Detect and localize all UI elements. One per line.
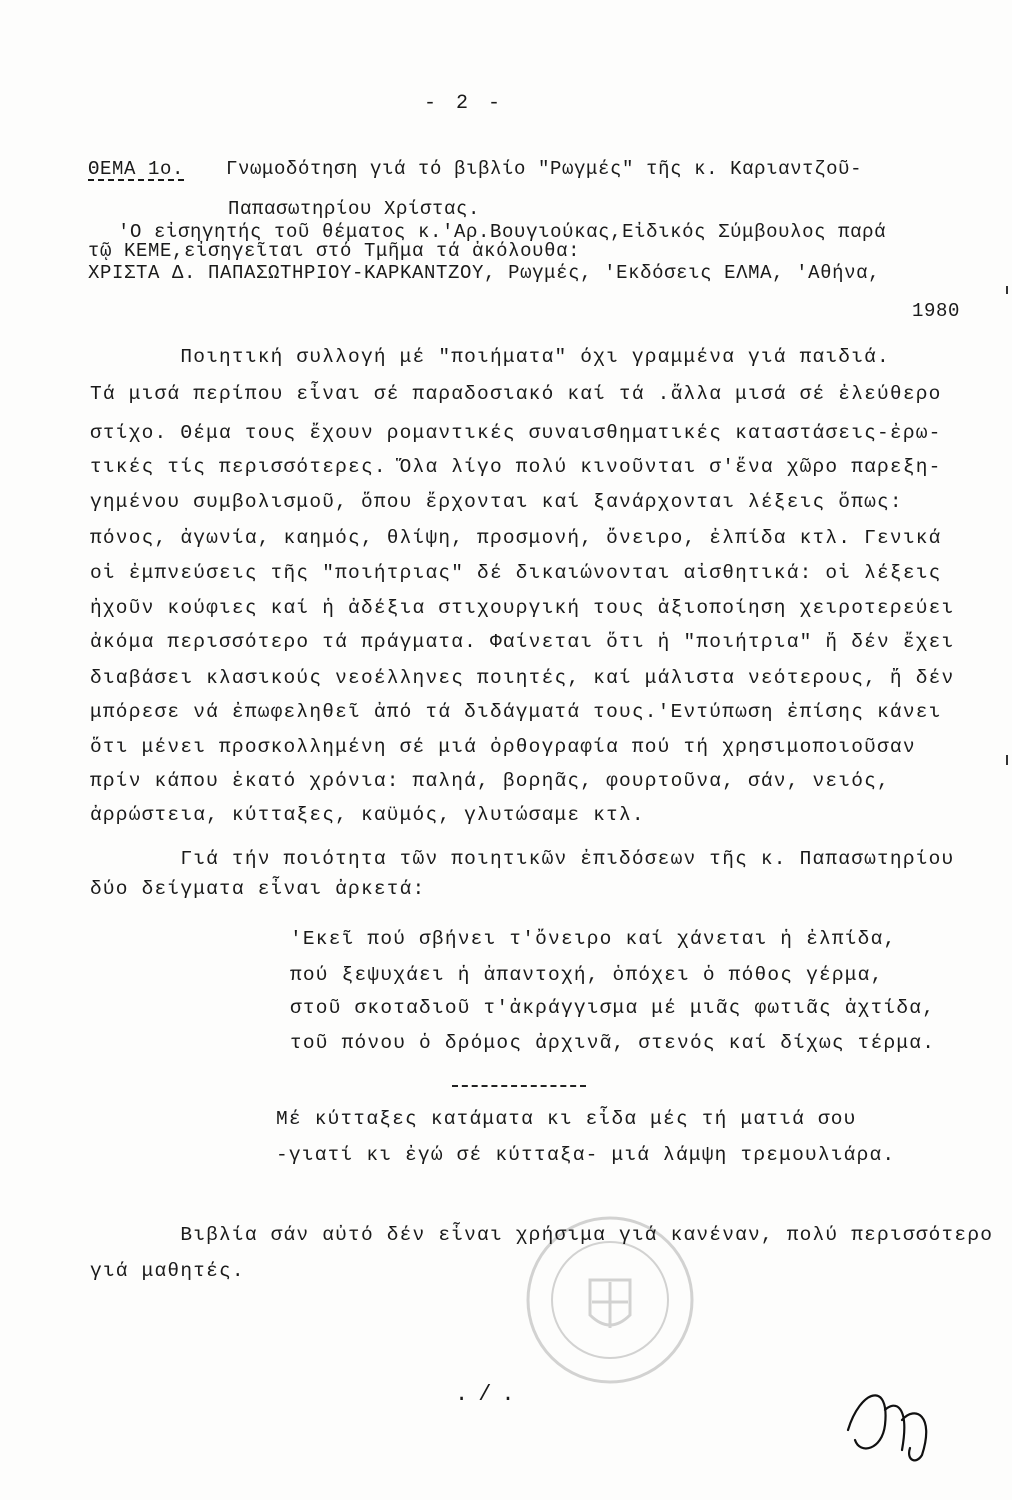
verse-line: στοῦ σκοταδιοῦ τ'ἀκράγγισμα μέ μιᾶς φωτιᾶς ἀχτίδα, [290,997,936,1019]
verse-line: τοῦ πόνου ὁ δρόμος ἀρχινᾶ, στενός καί δίχως τέρμα. [290,1032,936,1054]
paragraph-line: γιά μαθητές. [90,1260,245,1282]
paragraph-line: ὅτι μένει προσκολλημένη σέ μιά ὀρθογραφία πού τή χρησιμοποιοῦσαν [90,736,916,758]
margin-mark [1006,755,1008,765]
paragraph-line: τικές τίς περισσότερες. Ὅλα λίγο πολύ κινοῦνται σ'ἕνα χῶρο παρεξη- [90,456,942,478]
paragraph-line: πόνος, ἀγωνία, καημός, θλίψη, προσμονή, ὄνειρο, ἐλπίδα κτλ. Γενικά [90,527,942,549]
topic-title: Γνωμοδότηση γιά τό βιβλίο "Ρωγμές" τῆς κ. Καριαντζοῦ- [226,158,863,180]
paragraph-line: Βιβλία σάν αὐτό δέν εἶναι χρήσιμα γιά κανέναν, πολύ περισσότερο [90,1224,994,1246]
paragraph-line: μπόρεσε νά ἐπωφεληθεῖ ἀπό τά διδάγματά τους.'Εντύπωση ἐπίσης κάνει [90,701,942,723]
paragraph-line: ἀκόμα περισσότερο τά πράγματα. Φαίνεται ὅτι ἡ "ποιήτρια" ἤ δέν ἔχει [90,631,955,653]
verse-line: -γιατί κι ἐγώ σέ κύτταξα- μιά λάμψη τρεμουλιάρα. [276,1144,896,1166]
paragraph-line: Γιά τήν ποιότητα τῶν ποιητικῶν ἐπιδόσεων τῆς κ. Παπασωτηρίου [90,848,955,870]
paragraph-line: διαβάσει κλασικούς νεοέλληνες ποιητές, καί μάλιστα νεότερους, ἤ δέν [90,667,955,689]
paragraph-line: ἠχοῦν κούφιες καί ἡ ἀδέξια στιχουργική τους ἀξιοποίηση χειροτερεύει [90,597,955,619]
paragraph-line: γημένου συμβολισμοῦ, ὅπου ἔρχονται καί ξανάρχονται λέξεις ὅπως: [90,491,903,513]
paragraph-line: οἱ ἐμπνεύσεις τῆς "ποιήτριας" δέ δικαιώνονται αἰσθητικά: οἱ λέξεις [90,562,942,584]
verse-line: Μέ κύτταξες κατάματα κι εἶδα μές τή ματιά σου [276,1108,857,1130]
intro-line-1: 'Ο εἰσηγητής τοῦ θέματος κ.'Αρ.Βουγιούκας,Εἰδικός Σύμβουλος παρά [118,221,887,243]
book-citation: ΧΡΙΣΤΑ Δ. ΠΑΠΑΣΩΤΗΡΙΟΥ-ΚΑΡΚΑΝΤΖΟΥ, Ρωγμές, 'Εκδόσεις ΕΛΜΑ, 'Αθήνα, [88,262,881,284]
margin-mark [1006,286,1008,294]
verse-line: 'Εκεῖ πού σβήνει τ'ὄνειρο καί χάνεται ἡ ἐλπίδα, [290,928,897,950]
paragraph-line: Τά μισά περίπου εἶναι σέ παραδοσιακό καί τά .ἄλλα μισά σέ ἐλεύθερο [90,383,942,405]
paragraph-line: δύο δείγματα εἶναι ἀρκετά: [90,878,426,900]
intro-line-2: τῷ ΚΕΜΕ,εἰσηγεῖται στό Τμῆμα τά ἀκόλουθα: [88,240,581,262]
handwritten-signature [840,1370,940,1470]
page-number: - 2 - [424,92,505,115]
topic-title-continuation: Παπασωτηρίου Χρίστας. [228,198,481,220]
paragraph-line: πρίν κάπου ἑκατό χρόνια: παληά, βορηᾶς, φουρτοῦνα, σάν, νειός, [90,770,890,792]
paragraph-line: ἀρρώστεια, κύτταξες, καϋμός, γλυτώσαμε κτλ. [90,804,645,826]
verse-line: πού ξεψυχάει ἡ ἀπαντοχή, ὁπόχει ὁ πόθος γέρμα, [290,964,884,986]
topic-label: ΘΕΜΑ 1ο. [88,158,185,180]
book-year: 1980 [912,300,961,322]
verse-separator [452,1085,586,1087]
paragraph-line: στίχο. Θέμα τους ἔχουν ρομαντικές συναισθηματικές καταστάσεις-ἐρω- [90,422,942,444]
paragraph-line: Ποιητική συλλογή μέ "ποιήματα" όχι γραμμένα γιά παιδιά. [90,346,890,368]
continuation-mark: ./. [455,1382,525,1407]
